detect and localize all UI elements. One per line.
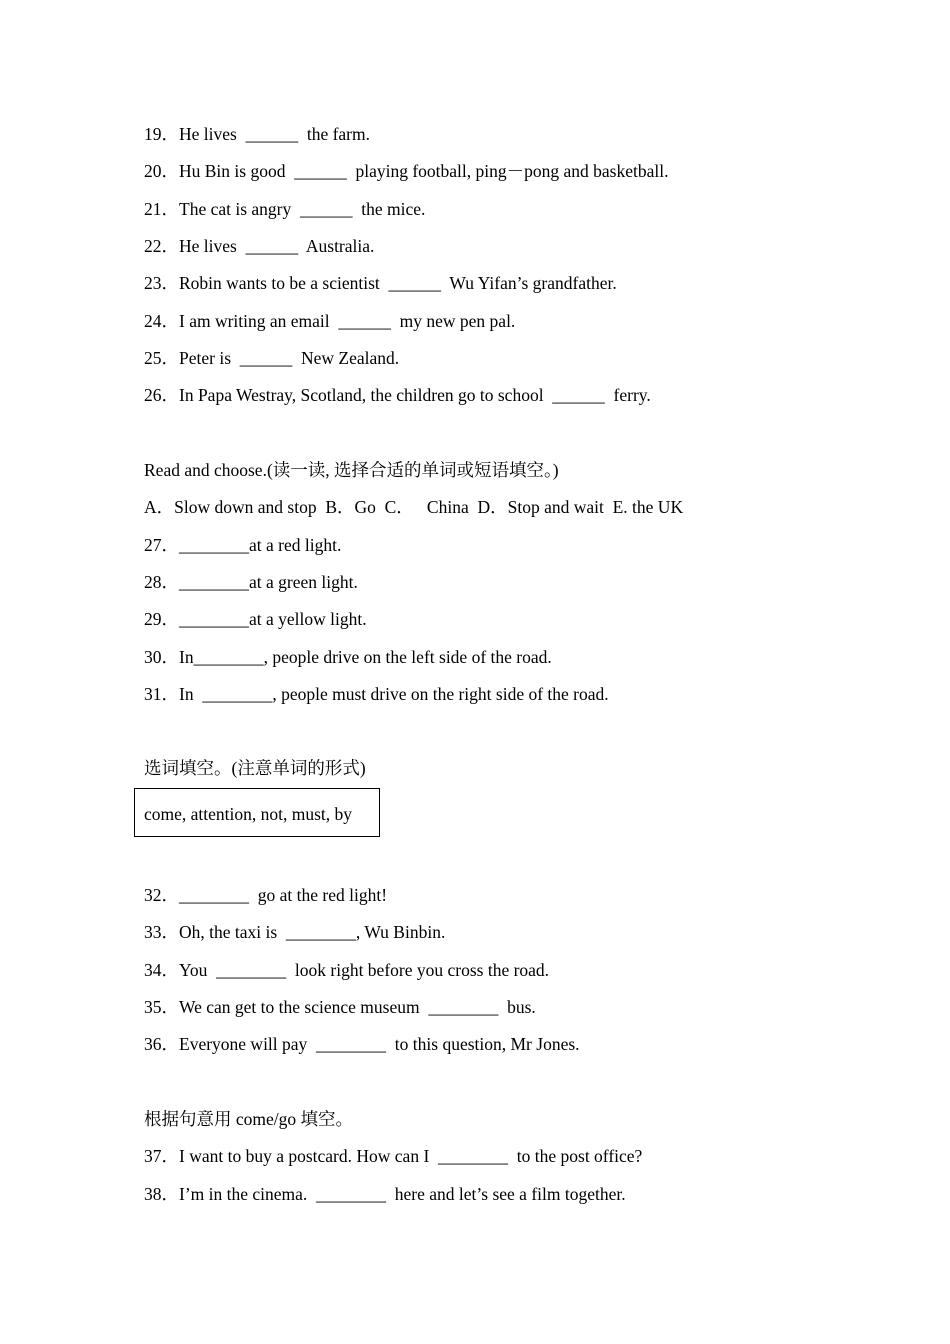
question-30: 30．In________, people drive on the left side of the road. (144, 647, 552, 667)
question-36: 36．Everyone will pay ________ to this question, Mr Jones. (144, 1034, 580, 1054)
question-21: 21．The cat is angry ______ the mice. (144, 199, 426, 219)
question-33: 33．Oh, the taxi is ________, Wu Binbin. (144, 922, 446, 942)
question-34: 34．You ________ look right before you cross the road. (144, 960, 550, 980)
word-bank-text: come, attention, not, must, by (144, 804, 353, 824)
question-19: 19．He lives ______ the farm. (144, 124, 370, 144)
read-choose-options: A．Slow down and stop B．Go C． China D．Stop and wait E. the UK (144, 497, 684, 517)
question-29: 29．________at a yellow light. (144, 609, 367, 629)
question-38: 38．I’m in the cinema. ________ here and let’s see a film together. (144, 1184, 626, 1204)
question-37: 37．I want to buy a postcard. How can I ________ to the post office? (144, 1146, 643, 1166)
question-31: 31．In ________, people must drive on the right side of the road. (144, 684, 609, 704)
question-27: 27．________at a red light. (144, 535, 342, 555)
question-20: 20．Hu Bin is good ______ playing football, ping－pong and basketball. (144, 161, 669, 181)
question-24: 24．I am writing an email ______ my new pen pal. (144, 311, 516, 331)
question-22: 22．He lives ______ Australia. (144, 236, 375, 256)
come-go-heading: 根据句意用 come/go 填空。 (144, 1109, 354, 1129)
question-28: 28．________at a green light. (144, 572, 358, 592)
read-choose-heading: Read and choose.(读一读, 选择合适的单词或短语填空。) (144, 460, 559, 480)
word-fill-heading: 选词填空。(注意单词的形式) (144, 758, 366, 778)
question-32: 32．________ go at the red light! (144, 885, 388, 905)
question-35: 35．We can get to the science museum ________ bus. (144, 997, 536, 1017)
question-26: 26．In Papa Westray, Scotland, the children go to school ______ ferry. (144, 385, 651, 405)
word-bank-box (134, 788, 380, 837)
question-25: 25．Peter is ______ New Zealand. (144, 348, 400, 368)
question-23: 23．Robin wants to be a scientist ______ Wu Yifan’s grandfather. (144, 273, 617, 293)
